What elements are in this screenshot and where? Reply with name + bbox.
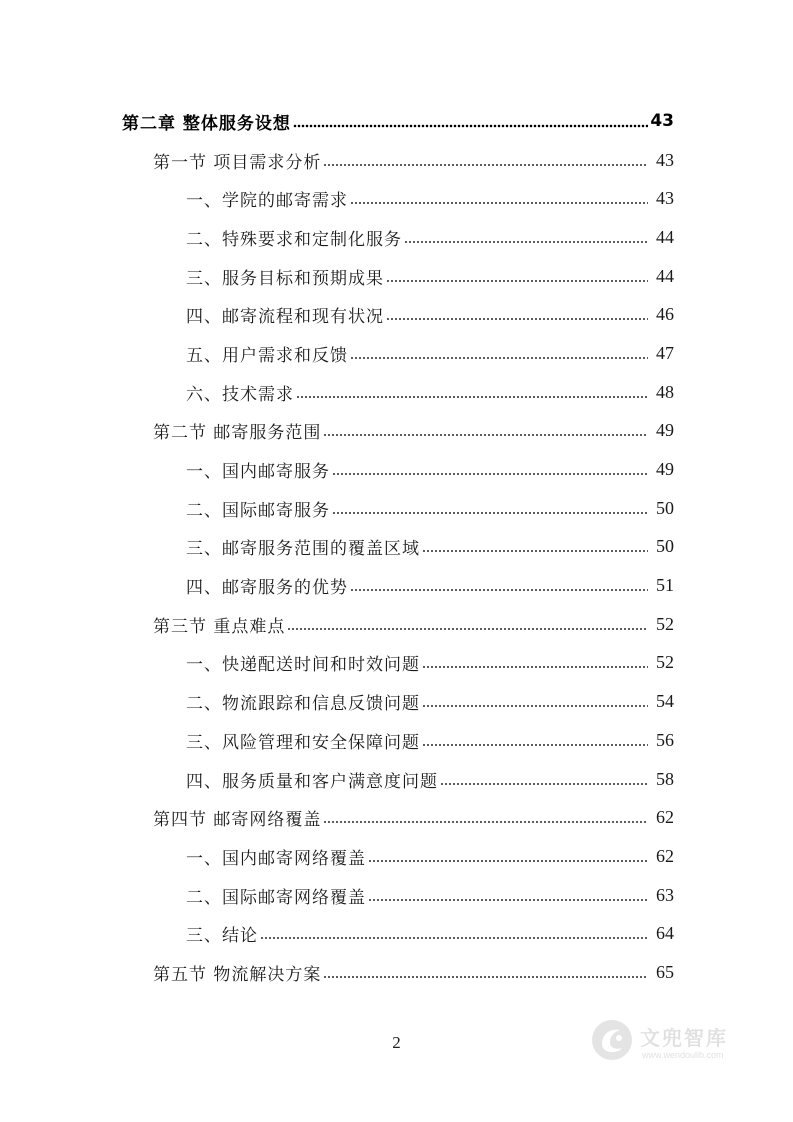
page-number: 2 [392, 1033, 401, 1052]
watermark-url: www.wendoulib.com [642, 1050, 724, 1060]
toc-entry-title: 二、国际邮寄网络覆盖 [186, 887, 366, 908]
toc-entry[interactable] [0, 798, 793, 837]
toc-entry[interactable] [0, 953, 793, 992]
toc-leader-dots [368, 859, 648, 863]
toc-entry[interactable] [0, 450, 793, 489]
toc-entry[interactable] [0, 605, 793, 644]
toc-entry-page: 44 [656, 265, 674, 286]
toc-entry-page: 43 [650, 111, 674, 132]
toc-entry[interactable] [0, 914, 793, 953]
toc-entry-title: 一、国内邮寄服务 [186, 462, 330, 483]
toc-entry-title: 第二章 整体服务设想 [122, 113, 291, 134]
toc-leader-dots [323, 975, 648, 979]
toc-entry-title: 一、快递配送时间和时效问题 [186, 655, 420, 676]
toc-entry-page: 56 [656, 729, 674, 750]
toc-entry[interactable] [0, 760, 793, 799]
toc-entry-title: 六、技术需求 [186, 384, 294, 405]
table-of-contents [0, 102, 793, 992]
toc-leader-dots [296, 395, 648, 399]
toc-entry-title: 四、邮寄流程和现有状况 [186, 307, 384, 328]
toc-entry-page: 50 [656, 536, 674, 557]
toc-entry[interactable] [0, 721, 793, 760]
toc-leader-dots [323, 433, 648, 437]
toc-entry[interactable] [0, 102, 793, 141]
toc-entry[interactable] [0, 682, 793, 721]
toc-leader-dots [260, 936, 648, 940]
toc-leader-dots [422, 549, 648, 553]
toc-entry-page: 58 [656, 768, 674, 789]
toc-entry[interactable] [0, 334, 793, 373]
toc-leader-dots [404, 240, 648, 244]
toc-entry-title: 一、国内邮寄网络覆盖 [186, 848, 366, 869]
toc-entry-title: 第五节 物流解决方案 [153, 964, 322, 985]
toc-entry[interactable] [0, 837, 793, 876]
toc-leader-dots [287, 627, 648, 631]
toc-leader-dots [323, 163, 648, 167]
toc-entry-page: 43 [656, 149, 674, 170]
toc-entry[interactable] [0, 566, 793, 605]
toc-entry[interactable] [0, 218, 793, 257]
watermark [590, 1014, 760, 1074]
toc-leader-dots [386, 279, 648, 283]
toc-entry-page: 47 [656, 342, 674, 363]
toc-entry-title: 三、服务目标和预期成果 [186, 268, 384, 289]
toc-entry-page: 49 [656, 459, 674, 480]
toc-leader-dots [332, 472, 648, 476]
toc-entry[interactable] [0, 876, 793, 915]
toc-entry-title: 四、服务质量和客户满意度问题 [186, 771, 438, 792]
wendou-logo-icon [590, 1018, 634, 1062]
toc-entry[interactable] [0, 528, 793, 567]
toc-leader-dots [293, 124, 648, 128]
toc-entry-title: 一、学院的邮寄需求 [186, 191, 348, 212]
toc-entry-title: 二、特殊要求和定制化服务 [186, 229, 402, 250]
toc-entry-page: 51 [656, 575, 674, 596]
watermark-name: 文兜智库 [640, 1026, 728, 1050]
toc-entry-page: 52 [656, 652, 674, 673]
toc-entry-page: 44 [656, 226, 674, 247]
toc-entry-title: 三、结论 [186, 926, 258, 947]
toc-entry-title: 五、用户需求和反馈 [186, 345, 348, 366]
toc-entry[interactable] [0, 141, 793, 180]
toc-leader-dots [422, 704, 648, 708]
toc-leader-dots [332, 511, 648, 515]
toc-leader-dots [323, 820, 648, 824]
toc-entry-page: 64 [656, 923, 674, 944]
toc-entry-page: 52 [656, 613, 674, 634]
toc-entry-title: 第一节 项目需求分析 [153, 152, 322, 173]
toc-entry-page: 46 [656, 304, 674, 325]
toc-leader-dots [440, 782, 648, 786]
toc-entry[interactable] [0, 373, 793, 412]
toc-entry-title: 三、邮寄服务范围的覆盖区域 [186, 539, 420, 560]
toc-entry[interactable] [0, 489, 793, 528]
toc-entry-page: 62 [656, 845, 674, 866]
toc-entry[interactable] [0, 179, 793, 218]
toc-entry-page: 65 [656, 961, 674, 982]
toc-leader-dots [368, 898, 648, 902]
toc-entry-page: 48 [656, 381, 674, 402]
toc-entry[interactable] [0, 644, 793, 683]
toc-entry-title: 二、国际邮寄服务 [186, 500, 330, 521]
toc-leader-dots [350, 201, 648, 205]
toc-entry-title: 第二节 邮寄服务范围 [153, 423, 322, 444]
toc-entry-title: 第四节 邮寄网络覆盖 [153, 810, 322, 831]
toc-entry-page: 63 [656, 884, 674, 905]
toc-entry[interactable] [0, 412, 793, 451]
toc-entry[interactable] [0, 295, 793, 334]
toc-leader-dots [422, 743, 648, 747]
toc-entry-title: 三、风险管理和安全保障问题 [186, 732, 420, 753]
toc-entry-title: 二、物流跟踪和信息反馈问题 [186, 694, 420, 715]
toc-entry-page: 50 [656, 497, 674, 518]
toc-leader-dots [422, 665, 648, 669]
toc-entry-title: 四、邮寄服务的优势 [186, 578, 348, 599]
toc-leader-dots [350, 356, 648, 360]
toc-entry-page: 62 [656, 807, 674, 828]
toc-entry-page: 43 [656, 188, 674, 209]
toc-leader-dots [350, 588, 648, 592]
toc-entry-title: 第三节 重点难点 [153, 616, 286, 637]
toc-entry-page: 54 [656, 691, 674, 712]
toc-entry-page: 49 [656, 420, 674, 441]
toc-leader-dots [386, 317, 648, 321]
toc-entry[interactable] [0, 257, 793, 296]
